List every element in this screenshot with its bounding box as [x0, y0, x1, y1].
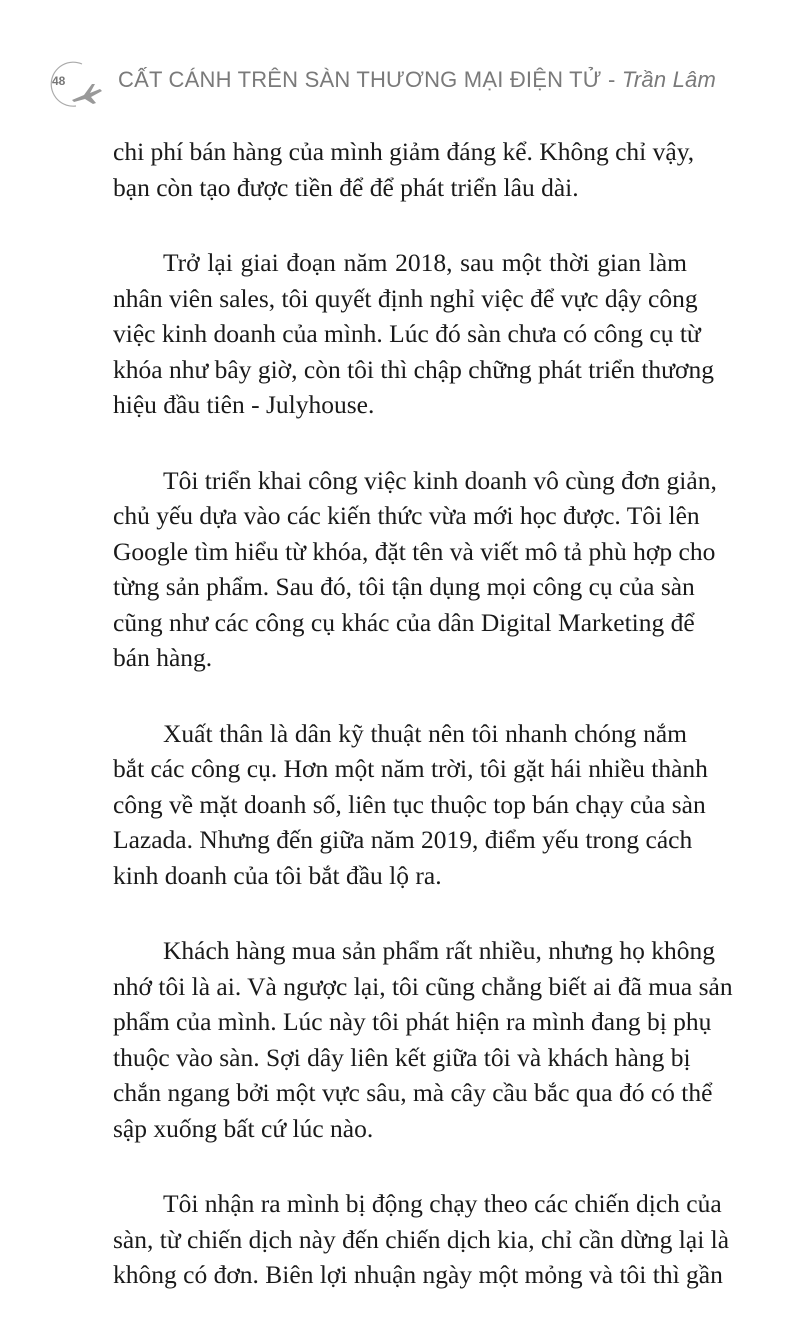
- text-line: nhân viên sales, tôi quyết định nghỉ việc để vực dậy công: [113, 283, 698, 313]
- text-line: từng sản phẩm. Sau đó, tôi tận dụng mọi công cụ của sàn: [113, 572, 695, 601]
- text-line: chi phí bán hàng của mình giảm đáng kể. Không chỉ vậy,: [113, 137, 695, 166]
- title-separator: -: [601, 67, 622, 92]
- book-title-header: [118, 67, 716, 93]
- text-line: công về mặt doanh số, liên tục thuộc top bán chạy của sàn: [113, 789, 706, 819]
- body-text: [113, 134, 733, 1333]
- text-line: sập xuống bất cứ lúc nào.: [113, 1113, 374, 1143]
- page-number: 48: [52, 74, 66, 88]
- text-line: hiệu đầu tiên - Julyhouse.: [113, 390, 375, 419]
- text-line: nhớ tôi là ai. Và ngược lại, tôi cũng chẳng biết ai đã mua sản: [113, 971, 733, 1001]
- book-title: CẤT CÁNH TRÊN SÀN THƯƠNG MẠI ĐIỆN TỬ: [118, 67, 602, 92]
- paragraph: [113, 1186, 730, 1293]
- text-line: sàn, từ chiến dịch này đến chiến dịch kia, chỉ cần dừng lại là: [113, 1224, 730, 1254]
- text-line: Google tìm hiểu từ khóa, đặt tên và viết mô tả phù hợp cho: [113, 536, 716, 566]
- running-header: [0, 0, 793, 120]
- text-line: phẩm của mình. Lúc này tôi phát hiện ra mình đang bị phụ: [113, 1007, 712, 1036]
- text-line: việc kinh doanh của mình. Lúc đó sàn chưa có công cụ từ: [113, 319, 701, 348]
- text-line: Trở lại giai đoạn năm 2018, sau một thời gian làm: [163, 248, 687, 277]
- text-line: thuộc vào sàn. Sợi dây liên kết giữa tôi và khách hàng bị: [113, 1042, 691, 1072]
- text-line: Khách hàng mua sản phẩm rất nhiều, nhưng họ không: [163, 936, 716, 965]
- paragraph: [113, 245, 714, 423]
- text-line: Lazada. Nhưng đến giữa năm 2019, điểm yếu trong cách: [113, 825, 693, 854]
- author-name: Trần Lâm: [621, 67, 717, 92]
- text-line: kinh doanh của tôi bắt đầu lộ ra.: [113, 860, 442, 890]
- text-line: khóa như bây giờ, còn tôi thì chập chững phát triển thương: [113, 354, 714, 384]
- text-line: không có đơn. Biên lợi nhuận ngày một mỏng và tôi thì gần: [113, 1260, 723, 1289]
- text-line: Xuất thân là dân kỹ thuật nên tôi nhanh chóng nắm: [163, 718, 687, 748]
- text-line: Tôi nhận ra mình bị động chạy theo các chiến dịch của: [163, 1189, 722, 1218]
- text-line: bạn còn tạo được tiền để để phát triển lâu dài.: [113, 172, 579, 202]
- paragraph: [113, 933, 733, 1146]
- text-line: chủ yếu dựa vào các kiến thức vừa mới học được. Tôi lên: [113, 501, 700, 530]
- text-line: cũng như các công cụ khác của dân Digital Marketing để: [113, 607, 695, 637]
- paragraph: [113, 134, 695, 205]
- text-line: Tôi triển khai công việc kinh doanh vô cùng đơn giản,: [163, 465, 717, 495]
- airplane-icon: [70, 80, 104, 106]
- paragraph: [113, 463, 717, 676]
- text-line: bắt các công cụ. Hơn một năm trời, tôi gặt hái nhiều thành: [113, 754, 708, 783]
- text-line: chắn ngang bởi một vực sâu, mà cây cầu bắc qua đó có thể: [113, 1078, 713, 1107]
- text-line: bán hàng.: [113, 643, 213, 672]
- paragraph: [113, 716, 708, 894]
